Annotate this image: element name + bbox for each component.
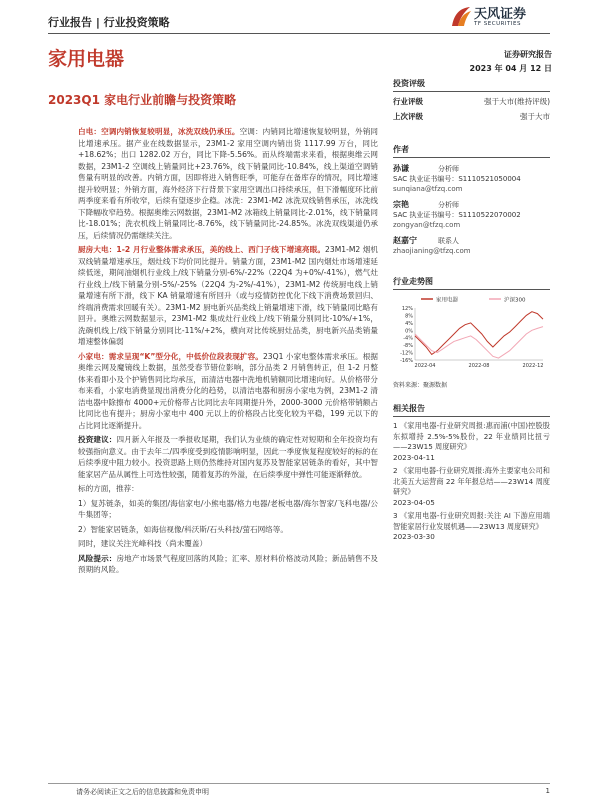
analyst-cert: SAC 执业证书编号：S1110522070002: [393, 211, 521, 219]
series-line: [415, 312, 543, 355]
analyst-card: [393, 164, 550, 194]
sidebar: [393, 78, 550, 546]
trend-chart: [393, 294, 550, 378]
paragraph-heading: 白电：空调内销恢复较明显，冰洗双线仍承压。: [78, 127, 240, 136]
also-note: 同时，建议关注光峰科技（尚未覆盖）: [78, 539, 208, 548]
related-report-item[interactable]: [393, 511, 550, 543]
y-tick-label: 4%: [405, 320, 413, 327]
footer-divider: [48, 783, 550, 784]
rating-value: 强于大市(维持评级): [484, 97, 550, 106]
paragraph-heading: 小家电：需求呈现“K”型分化，中低价位段表现扩容。: [78, 351, 263, 361]
logo-emblem-icon: [448, 4, 474, 30]
y-tick-label: -4%: [403, 335, 413, 342]
y-tick-label: 8%: [405, 313, 413, 320]
related-report-date: 2023-04-11: [393, 452, 435, 462]
related-report-text[interactable]: 3 《家用电器-行业研究周报:关注 AI 下游应用端智能家居行业发展机遇——23W13 周度研究》: [393, 511, 550, 531]
x-tick-label: 2022-08: [468, 363, 490, 369]
page-number: 1: [545, 787, 550, 795]
analyst-role: 分析师: [438, 201, 459, 209]
paragraph-kitchen: [78, 244, 378, 348]
main-content: [78, 126, 378, 579]
paragraph-body: 23Q1 小家电整体需求承压。根据奥维云网及魔镜线上数据，虽然受春节错位影响，部分品类 2 月销售转正，但 1-2 月整体来看即小及个护销售同比均承压，而清洁电器中洗地机销额同比增速向好。从价格带分布来看，小家电消费显现出消费分化的趋势，以清洁电器和厨房小家电为例，23M1-2 清洁电器中除擦布 4000+元价格带占比同比去年同期提升外，2000-3000 元价格带销额占比同比也有提升；厨房小家电中 400 元以上的价格段占比变化较为平稳，199 元以下的占比同比逐渐提升。: [78, 351, 378, 430]
analyst-role: 分析师: [438, 165, 459, 173]
paragraph-body: 空调：内销同比增速恢复较明显，外销同比增速承压。据产业在线数据显示，23M1-2 家用空调内销出货 1117.99 万台，同比+18.62%；出口 1282.02 万台，同比下降-5.56%。而从终端需求来看，根据奥维云网数据，23M1-2 空调线上销量同比+23.76%，线下销量同比-10.84%，线上渠道空调销售量有明显的改善。内销方面，因即将进入销售旺季，可能存在备库存的情况，同比增速提升较明显；外销方面，海外经济下行背景下家用空调出口持续承压，但下滑幅度环比前两季度来看有所收窄，后续有望逐步企稳。冰洗：23M1-M2 冰洗双线销售承压，冰洗线下降幅收窄趋势。根据奥维云网数据，23M1-M2 冰箱线上销量同比-2.01%，线下销量同比-18.01%；洗衣机线上销量同比-8.76%，线下销量同比-24.85%。冰洗双线渠道仍承压，后续情况仍需继续关注。: [78, 127, 378, 240]
related-report-text[interactable]: 1 《家用电器-行业研究周报:惠而浦(中国)控股股东拟增持 2.5%-5%股份，22 年业绩同比扭亏——23W15 周度研究》: [393, 421, 550, 451]
paragraph-body: 四月新入年报及一季报收尾期，我们认为业绩的确定性对短期和全年投资均有较强指向意义。由于去年二/四季度受到疫情影响明显，因此一季度恢复程度较好的标的在后续季度中阻力较小。投资思路上则仍然维持对国内复苏及智能家居链条的看好，其中智能家居产品从属性上可选性较强，随着复苏的外溢，在后续季度中弹性可能逐渐释放。: [78, 435, 379, 479]
chart-section-title: 行业走势图: [393, 276, 550, 290]
recommend-intro: 标的方面，推荐：: [78, 484, 139, 493]
logo-subtitle: TF SECURITIES: [474, 21, 521, 27]
x-tick-label: 2022-04: [414, 363, 436, 369]
related-report-item[interactable]: [393, 421, 550, 463]
y-tick-label: -12%: [400, 350, 413, 357]
analyst-email[interactable]: zhaojianing@tfzq.com: [393, 247, 471, 255]
previous-rating-value: 强于大市: [520, 112, 550, 121]
legend-label: 家用电器: [436, 297, 459, 304]
analyst-email[interactable]: zongyan@tfzq.com: [393, 221, 461, 229]
recommend-item-2: 2）智能家居链条，如海信视像/科沃斯/石头科技/萤石网络等。: [78, 524, 288, 534]
related-report-date: 2023-03-30: [393, 532, 435, 541]
x-tick-label: 2022-12: [522, 363, 544, 369]
y-tick-label: 12%: [401, 306, 413, 312]
related-report-date: 2023-04-05: [393, 497, 435, 507]
paragraph-investment: [78, 434, 378, 480]
analyst-name: 赵嘉宁: [393, 236, 417, 245]
trend-chart-svg: [393, 294, 550, 374]
disclaimer-note: 请务必阅读正文之后的信息披露和免责申明: [76, 788, 209, 796]
analyst-name: 孙谦: [393, 164, 409, 173]
risk-body: 房地产市场景气程度回落的风险；汇率、原材料价格波动风险；新品销售不及预期的风险。: [78, 553, 379, 574]
analyst-card: [393, 200, 550, 230]
y-tick-label: -16%: [400, 358, 413, 364]
industry-rating: [393, 96, 550, 107]
risk-heading: 风险提示：: [78, 553, 117, 563]
legend-label: 沪深300: [504, 297, 526, 304]
paragraph-heading: 投资建议：: [78, 435, 117, 444]
previous-rating-label: 上次评级: [393, 112, 423, 121]
analyst-card: [393, 236, 550, 256]
report-subtitle: 2023Q1 家电行业前瞻与投资策略: [48, 93, 237, 107]
rating-label: 行业评级: [393, 97, 423, 106]
authors-section-title: 作者: [393, 144, 550, 158]
report-type: 证券研究报告: [504, 50, 552, 59]
recommend-item-1: 1）复苏链条，如美的集团/海信家电/小熊电器/格力电器/老板电器/海尔智家/飞科电器/公牛集团等；: [78, 498, 378, 519]
y-tick-label: -8%: [403, 343, 413, 350]
previous-rating: [393, 111, 550, 122]
logo-name: 天风证券: [474, 7, 527, 22]
analyst-name: 宗艳: [393, 200, 409, 209]
y-tick-label: 0%: [405, 328, 413, 335]
rating-section-title: 投资评级: [393, 78, 550, 92]
page-title: 家用电器: [48, 48, 125, 70]
paragraph-white-goods: [78, 126, 378, 241]
paragraph-body: 23M1-M2 烟机双线销量增速承压，烟灶线下均价同比提升。销量方面，23M1-M2 国内烟灶市场增速延续低迷，期间油烟机行业线上/线下销量分别-6%/-22%（22Q4 为+0%/-41%），燃气灶行业线上/线下销量分别-5%/-25%（22Q4 为-2%/-41%），23M1-M2 传统厨电线上销量增速有所下滑，线下 KA 销量增速有所回升（或与疫情防控优化下线下消费场景回归、终端消费需求回暖有关）。23M1-M2 厨电新兴品类线上销量增速下滑，线下销量同比略有回升。奥维云网数据显示，23M1-M2 集成灶行业线上/线下销量分别同比-10%/+1%，洗碗机线上/线下销量分别同比-11%/+2%，横向对比传统厨灶品类，厨电新兴品类销量增速整体偏弱: [78, 245, 379, 346]
paragraph-small-appliances: [78, 351, 378, 432]
analyst-email[interactable]: sunqiana@tfzq.com: [393, 185, 463, 193]
analyst-role: 联系人: [438, 237, 459, 245]
report-date: 2023 年 04 月 12 日: [469, 64, 552, 73]
chart-source: 资料来源：聚源数据: [393, 382, 448, 389]
paragraph-heading: 厨房大电：1-2 月行业整体需求承压，美的线上、西门子线下增速亮眼。: [78, 245, 326, 254]
report-category: 行业报告 | 行业投资策略: [48, 16, 170, 29]
related-report-text[interactable]: 2 《家用电器-行业研究周报:海外主要家电公司和北美五大运营商 22 年年报总结——23W14 周度研究》: [393, 466, 550, 496]
analyst-cert: SAC 执业证书编号：S1110521050004: [393, 175, 521, 183]
related-report-item[interactable]: [393, 466, 550, 508]
related-reports: [393, 421, 550, 543]
related-section-title: 相关报告: [393, 403, 550, 417]
risk-note: [78, 553, 378, 576]
